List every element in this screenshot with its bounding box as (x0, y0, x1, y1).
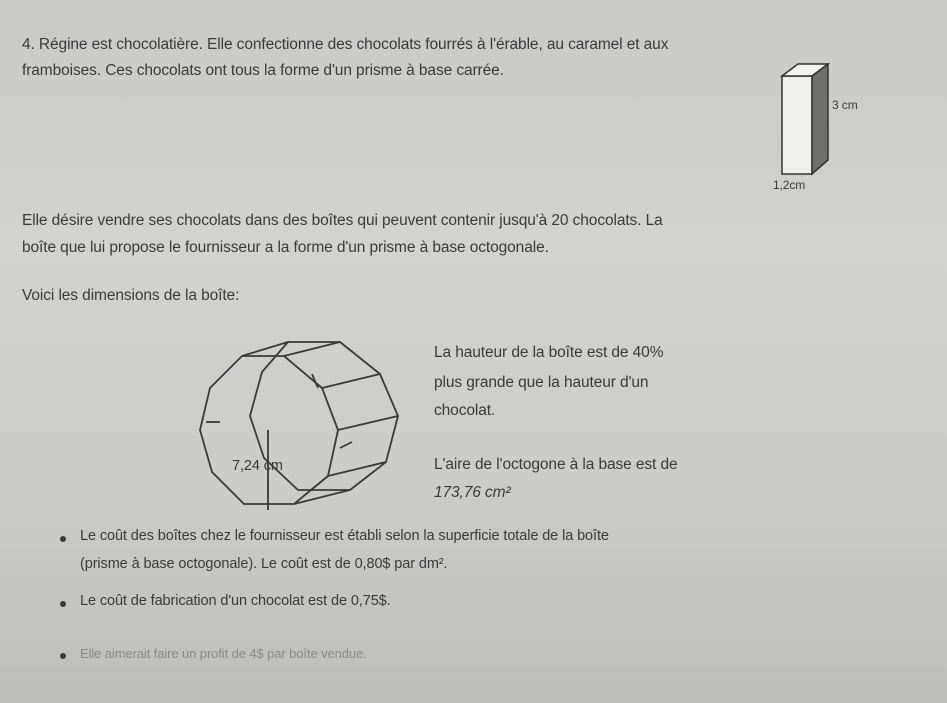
problem-line-3: Elle désire vendre ses chocolats dans des boîtes qui peuvent contenir jusqu'à 20 chocolats. La (22, 212, 663, 229)
bullet-2-line-1: Le coût de fabrication d'un chocolat est de 0,75$. (80, 593, 391, 609)
bullet-dot-1 (60, 536, 66, 542)
bullet-3-line-1: Elle aimerait faire un profit de 4$ par boîte vendue. (80, 646, 367, 661)
problem-line-1: 4. Régine est chocolatière. Elle confectionne des chocolats fourrés à l'érable, au caramel et aux (22, 36, 669, 53)
bullet-dot-3 (60, 653, 66, 659)
box-height-line-1: La hauteur de la boîte est de 40% (434, 344, 664, 361)
problem-line-4: boîte que lui propose le fournisseur a la forme d'un prisme à base octogonale. (22, 239, 549, 256)
box-height-line-3: chocolat. (434, 402, 496, 419)
box-height-line-2: plus grande que la hauteur d'un (434, 374, 649, 391)
octagon-apothem-label: 7,24 cm (232, 458, 283, 474)
box-area-value: 173,76 cm² (434, 484, 511, 501)
problem-line-2: framboises. Ces chocolats ont tous la forme d'un prisme à base carrée. (22, 62, 504, 79)
prism-height-label: 3 cm (832, 98, 858, 112)
bullet-1-line-1: Le coût des boîtes chez le fournisseur est établi selon la superficie totale de la boîte (80, 528, 609, 544)
octagonal-prism-figure (190, 330, 430, 530)
bullet-1-line-2: (prisme à base octogonale). Le coût est de 0,80$ par dm². (80, 556, 448, 572)
bullet-dot-2 (60, 601, 66, 607)
problem-line-5: Voici les dimensions de la boîte: (22, 287, 240, 304)
square-prism-figure (770, 56, 880, 196)
prism-base-label: 1,2cm (773, 178, 806, 192)
box-area-line-1: L'aire de l'octogone à la base est de (434, 456, 678, 473)
